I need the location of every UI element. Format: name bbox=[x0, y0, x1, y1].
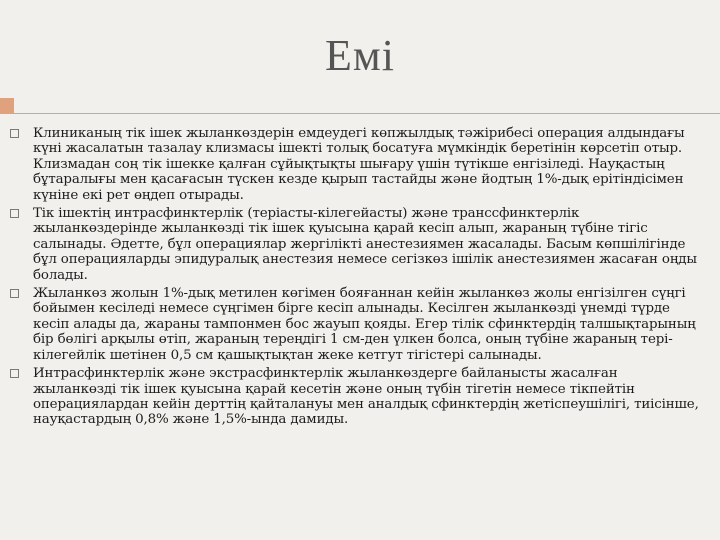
title-divider bbox=[0, 113, 720, 114]
bullet-item bbox=[10, 206, 700, 283]
bullet-list bbox=[10, 126, 700, 431]
bullet-item bbox=[10, 366, 700, 428]
bullet-text: Интрасфинктерлік және экстрасфинктерлік жыланкөздерге байланысты жасалған жыланкөзді тік ішек қуысына қарай кесетін және оның түбін тігетін немесе тікпейтін операциялардан кейін дерттің қайталануы мен аналдық сфинктердің жетіспеушілігі, тиісінше, науқастардың 0,8% және 1,5%-ында дамиды. bbox=[33, 366, 699, 428]
bullet-item bbox=[10, 126, 700, 203]
slide-title: Емі bbox=[325, 31, 395, 80]
square-bullet-icon bbox=[10, 209, 19, 218]
bullet-item bbox=[10, 286, 700, 363]
bullet-text: Жыланкөз жолын 1%-дық метилен көгімен бояғаннан кейін жыланкөз жолы енгізілген сүңгі бойымен кесіледі немесе сүңгімен бірге кесіп алынады. Кесілген жыланкөзді үнемді түрде кесіп алады да, жараны тампонмен бос жауып қояды. Егер тілік сфинктердің талшықтарының бір бөлігі арқылы өтіп, жараның тереңдігі 1 см-ден үлкен болса, оның түбіне жараның тері-кілегейлік шетінен 0,5 см қашықтықтан жеке кетгут тігістері салынады. bbox=[33, 286, 696, 363]
square-bullet-icon bbox=[10, 289, 19, 298]
square-bullet-icon bbox=[10, 369, 19, 378]
accent-bar bbox=[0, 98, 14, 114]
square-bullet-icon bbox=[10, 129, 19, 138]
bullet-text: Тік ішектің интрасфинктерлік (теріасты-кілегейасты) және транссфинктерлік жыланкөздерінде жыланкөзді тік ішек қуысына қарай кесіп алып, жараның түбіне тігіс салынады. Әдетте, бұл операциялар жергілікті анестезиямен жасалады. Басым көпшілігінде бұл операцияларды эпидуралық анестезия немесе сегізкөз ішілік анестезиямен жасаған оңды болады. bbox=[33, 206, 697, 283]
bullet-text: Клиниканың тік ішек жыланкөздерін емдеудегі көпжылдық тәжірибесі операция алдындағы күні жасалатын тазалау клизмасы ішекті толық босатуға мүмкіндік беретінін көрсетіп отыр. Клизмадан соң тік ішекке қалған сұйықтықты шығару үшін түтікше енгізіледі. Науқастың бұтаралығы мен қасағасын түскен кезде қырып тастайды және йодтың 1%-дық ерітіндісімен күніне екі рет өңдеп отырады. bbox=[33, 126, 685, 203]
